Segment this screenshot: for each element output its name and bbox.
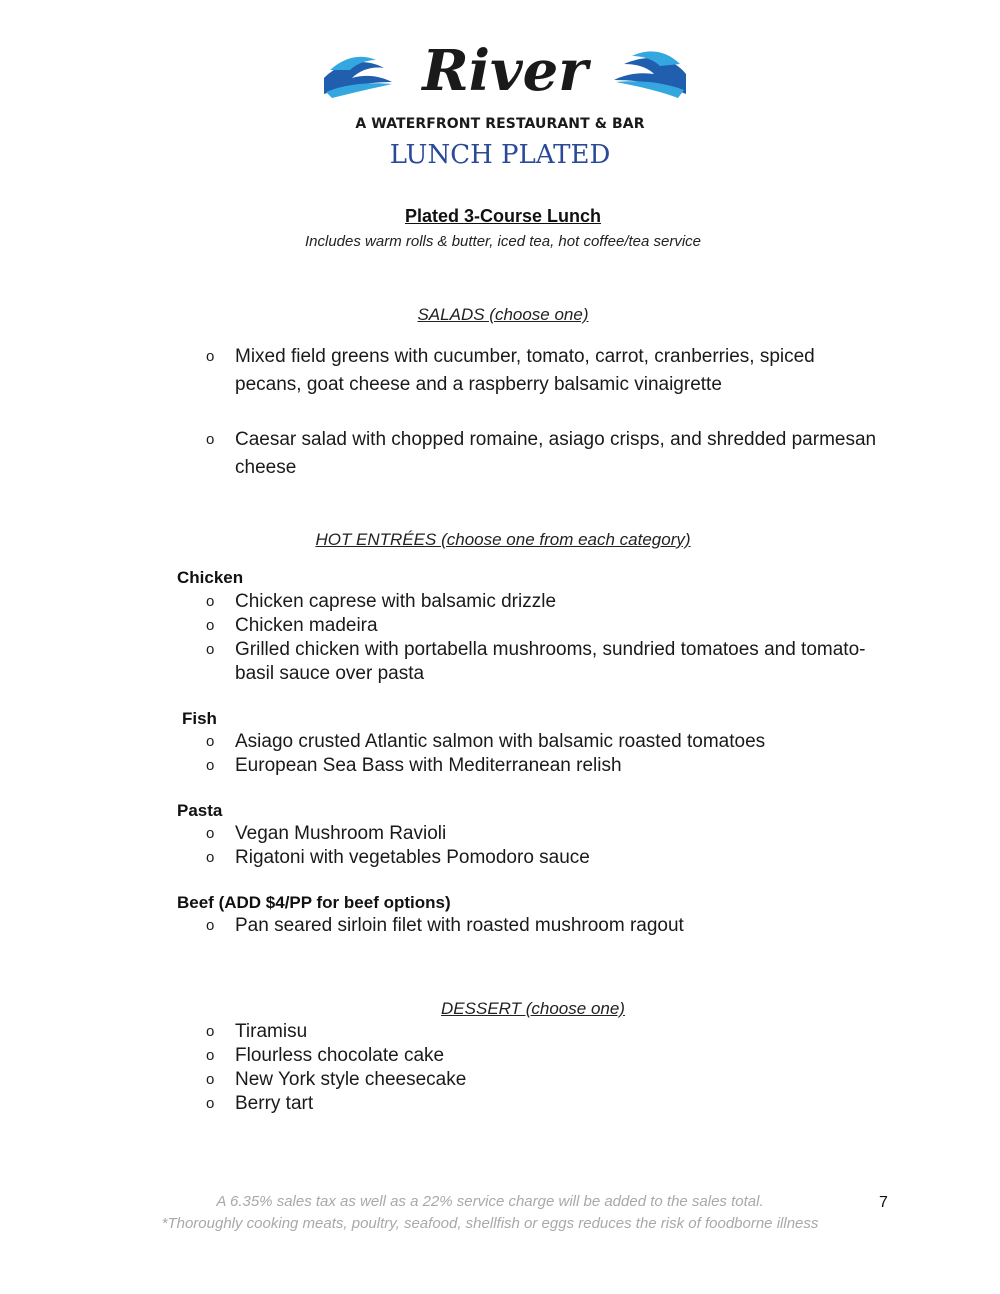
- bullet-icon: o: [206, 1095, 215, 1112]
- bullet-icon: o: [206, 733, 215, 750]
- salad-item-text: Mixed field greens with cucumber, tomato, carrot, cranberries, spiced pecans, goat cheese and a raspberry balsamic vinaigrette: [235, 346, 815, 395]
- logo-wordmark: River: [422, 38, 588, 104]
- bullet-icon: o: [206, 849, 215, 866]
- pasta-item-text: Rigatoni with vegetables Pomodoro sauce: [235, 847, 590, 868]
- list-item: [206, 1092, 885, 1116]
- list-item: [206, 754, 885, 778]
- chicken-item-text: Chicken madeira: [235, 615, 378, 636]
- entrees-heading: HOT ENTRÉES (choose one from each category): [315, 530, 691, 549]
- list-item: [206, 846, 885, 870]
- bullet-icon: o: [206, 1071, 215, 1088]
- category-chicken: Chicken: [177, 568, 244, 587]
- bullet-icon: o: [206, 917, 215, 934]
- dessert-item-text: Tiramisu: [235, 1021, 308, 1042]
- page-number: 7: [879, 1194, 888, 1211]
- bullet-icon: o: [206, 593, 215, 610]
- tagline: A WATERFRONT RESTAURANT & BAR: [355, 116, 645, 132]
- dessert-item-text: New York style cheesecake: [235, 1069, 467, 1090]
- left-wave-icon: [324, 57, 392, 98]
- pasta-item-text: Vegan Mushroom Ravioli: [235, 823, 447, 844]
- list-item: [206, 1044, 885, 1068]
- bullet-icon: o: [206, 431, 215, 448]
- course-title: Plated 3-Course Lunch: [404, 206, 602, 226]
- bullet-icon: o: [206, 1023, 215, 1040]
- footnote-food-safety: *Thoroughly cooking meats, poultry, seafood, shellfish or eggs reduces the risk of foodborne illness: [161, 1215, 819, 1232]
- beef-item-text: Pan seared sirloin filet with roasted mushroom ragout: [235, 915, 684, 936]
- footnote-tax: A 6.35% sales tax as well as a 22% service charge will be added to the sales total.: [216, 1193, 764, 1210]
- category-beef: Beef (ADD $4/PP for beef options): [177, 893, 451, 912]
- list-item: [206, 822, 885, 846]
- bullet-icon: o: [206, 348, 215, 365]
- list-item: [206, 730, 885, 754]
- right-wave-icon: [614, 51, 686, 98]
- list-item: [206, 343, 885, 399]
- course-subtitle: Includes warm rolls & butter, iced tea, hot coffee/tea service: [304, 233, 702, 250]
- bullet-icon: o: [206, 641, 215, 658]
- river-logo: [322, 34, 688, 106]
- list-item: [206, 638, 885, 686]
- salad-item-text: Caesar salad with chopped romaine, asiago crisps, and shredded parmesan cheese: [235, 429, 877, 478]
- category-pasta: Pasta: [177, 801, 223, 820]
- list-item: [206, 914, 885, 938]
- dessert-item-text: Flourless chocolate cake: [235, 1045, 445, 1066]
- bullet-icon: o: [206, 617, 215, 634]
- list-item: [206, 1068, 885, 1092]
- fish-item-text: Asiago crusted Atlantic salmon with balsamic roasted tomatoes: [235, 731, 766, 752]
- fish-item-text: European Sea Bass with Mediterranean relish: [235, 755, 622, 776]
- category-fish: Fish: [182, 709, 217, 728]
- chicken-item-text: Grilled chicken with portabella mushrooms, sundried tomatoes and tomato-basil sauce over pasta: [235, 639, 866, 684]
- list-item: [206, 1020, 885, 1044]
- list-item: [206, 614, 885, 638]
- page-title: LUNCH PLATED: [389, 140, 611, 170]
- bullet-icon: o: [206, 1047, 215, 1064]
- salads-heading: SALADS (choose one): [417, 305, 589, 324]
- dessert-heading: DESSERT (choose one): [441, 999, 625, 1018]
- dessert-item-text: Berry tart: [235, 1093, 314, 1114]
- list-item: [206, 426, 885, 482]
- bullet-icon: o: [206, 825, 215, 842]
- bullet-icon: o: [206, 757, 215, 774]
- chicken-item-text: Chicken caprese with balsamic drizzle: [235, 591, 557, 612]
- list-item: [206, 590, 885, 614]
